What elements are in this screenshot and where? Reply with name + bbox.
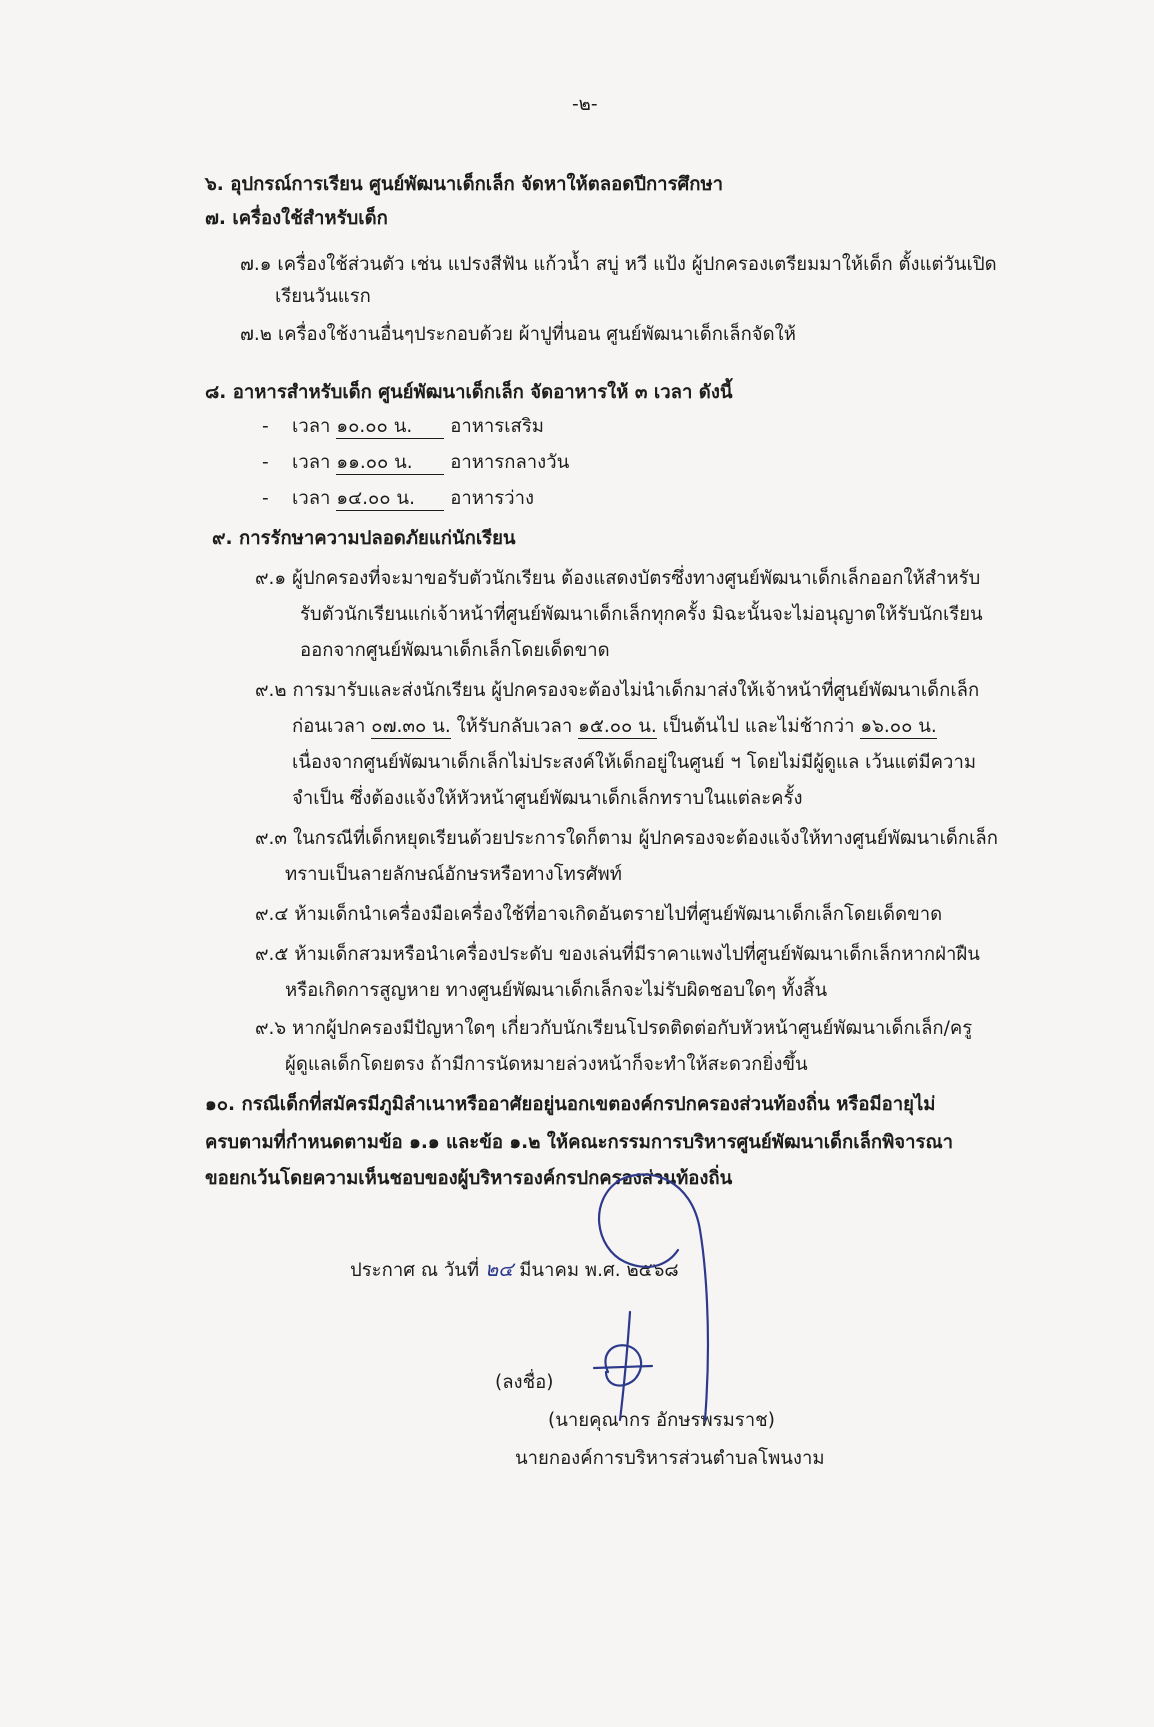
meal-dash: - (262, 452, 269, 473)
section-9-2-line3: เนื่องจากศูนย์พัฒนาเด็กเล็กไม่ประสงค์ให้เด็กอยู่ในศูนย์ ฯ โดยไม่มีผู้ดูแล เว้นแต่มีความ (292, 752, 977, 773)
section-9-2-line1: ๙.๒ การมารับและส่งนักเรียน ผู้ปกครองจะต้องไม่นำเด็กมาส่งให้เจ้าหน้าที่ศูนย์พัฒนาเด็กเล็ก (255, 680, 980, 701)
meal-name: อาหารว่าง (450, 488, 535, 509)
section-8-heading: ๘. อาหารสำหรับเด็ก ศูนย์พัฒนาเด็กเล็ก จัดอาหารให้ ๓ เวลา ดังนี้ (205, 382, 733, 403)
meal-name: อาหารเสริม (450, 416, 544, 437)
section-10-line2: ครบตามที่กำหนดตามข้อ ๑.๑ และข้อ ๑.๒ ให้คณะกรรมการบริหารศูนย์พัฒนาเด็กเล็กพิจารณา (205, 1132, 954, 1153)
meal-prefix: เวลา (292, 416, 331, 437)
section-7-2: ๗.๒ เครื่องใช้งานอื่นๆประกอบด้วย ผ้าปูที่นอน ศูนย์พัฒนาเด็กเล็กจัดให้ (240, 324, 796, 345)
meal-prefix: เวลา (292, 488, 331, 509)
signatory-position: นายกองค์การบริหารส่วนตำบลโพนงาม (515, 1448, 825, 1469)
meal-row (262, 486, 534, 512)
latest-time: ๑๖.๐๐ น. (860, 716, 937, 737)
section-9-3-line2: ทราบเป็นลายลักษณ์อักษรหรือทางโทรศัพท์ (285, 864, 622, 885)
section-9-5-line2: หรือเกิดการสูญหาย ทางศูนย์พัฒนาเด็กเล็กจะไม่รับผิดชอบใดๆ ทั้งสิ้น (285, 980, 828, 1001)
sign-label: (ลงชื่อ) (495, 1372, 554, 1393)
announcement-date: มีนาคม พ.ศ. ๒๕๖๘ (513, 1260, 679, 1281)
section-7-heading: ๗. เครื่องใช้สำหรับเด็ก (205, 208, 388, 229)
section-7-1-line2: เรียนวันแรก (275, 286, 371, 307)
section-9-4: ๙.๔ ห้ามเด็กนำเครื่องมือเครื่องใช้ที่อาจเกิดอันตรายไปที่ศูนย์พัฒนาเด็กเล็กโดยเด็ดขาด (255, 904, 943, 925)
text-pickup: ให้รับกลับเวลา (450, 716, 579, 737)
text-before-time: ก่อนเวลา (292, 716, 372, 737)
meal-time: ๑๑.๐๐ น. (336, 452, 444, 475)
section-9-heading: ๙. การรักษาความปลอดภัยแก่นักเรียน (212, 528, 516, 549)
meal-dash: - (262, 416, 269, 437)
announcement-line (350, 1256, 679, 1284)
meal-dash: - (262, 488, 269, 509)
section-9-3-line1: ๙.๓ ในกรณีที่เด็กหยุดเรียนด้วยประการใดก็ตาม ผู้ปกครองจะต้องแจ้งให้ทางศูนย์พัฒนาเด็กเล็ก (255, 828, 998, 849)
section-9-1-line3: ออกจากศูนย์พัฒนาเด็กเล็กโดยเด็ดขาด (300, 640, 610, 661)
section-9-1-line1: ๙.๑ ผู้ปกครองที่จะมาขอรับตัวนักเรียน ต้องแสดงบัตรซึ่งทางศูนย์พัฒนาเด็กเล็กออกให้สำหรับ (255, 568, 981, 589)
meal-time: ๑๐.๐๐ น. (336, 416, 444, 439)
section-9-2-line4: จำเป็น ซึ่งต้องแจ้งให้หัวหน้าศูนย์พัฒนาเด็กเล็กทราบในแต่ละครั้ง (292, 788, 803, 809)
meal-time: ๑๔.๐๐ น. (336, 488, 444, 511)
announcement-prefix: ประกาศ ณ วันที่ (350, 1260, 480, 1281)
section-6-heading: ๖. อุปกรณ์การเรียน ศูนย์พัฒนาเด็กเล็ก จัดหาให้ตลอดปีการศึกษา (205, 174, 724, 195)
meal-prefix: เวลา (292, 452, 331, 473)
section-9-6-line2: ผู้ดูแลเด็กโดยตรง ถ้ามีการนัดหมายล่วงหน้าก็จะทำให้สะดวกยิ่งขึ้น (285, 1054, 808, 1075)
section-9-2-line2 (292, 714, 937, 740)
signatory-name: (นายคุณากร อักษรพรมราช) (548, 1410, 775, 1431)
section-7-1-line1: ๗.๑ เครื่องใช้ส่วนตัว เช่น แปรงสีฟัน แก้วน้ำ สบู่ หวี แป้ง ผู้ปกครองเตรียมมาให้เด็ก ตั้งแต่วันเปิด (240, 254, 997, 275)
meal-row (262, 414, 544, 440)
section-9-5-line1: ๙.๕ ห้ามเด็กสวมหรือนำเครื่องประดับ ของเล่นที่มีราคาแพงไปที่ศูนย์พัฒนาเด็กเล็กหากฝ่าฝืน (255, 944, 980, 965)
dropoff-time: ๐๗.๓๐ น. (371, 716, 451, 737)
meal-row (262, 450, 569, 476)
meal-name: อาหารกลางวัน (450, 452, 570, 473)
pickup-time: ๑๕.๐๐ น. (578, 716, 657, 737)
section-9-6-line1: ๙.๖ หากผู้ปกครองมีปัญหาใดๆ เกี่ยวกับนักเรียนโปรดติดต่อกับหัวหน้าศูนย์พัฒนาเด็กเล็ก/ครู (255, 1018, 973, 1039)
section-10-line1: ๑๐. กรณีเด็กที่สมัครมีภูมิลำเนาหรืออาศัยอยู่นอกเขตองค์กรปกครองส่วนท้องถิ่น หรือมีอายุไม่ (205, 1094, 936, 1115)
section-10-line3: ขอยกเว้นโดยความเห็นชอบของผู้บริหารองค์กรปกครองส่วนท้องถิ่น (205, 1168, 733, 1189)
announcement-day: ๒๔ (485, 1257, 514, 1281)
section-9-1-line2: รับตัวนักเรียนแก่เจ้าหน้าที่ศูนย์พัฒนาเด็กเล็กทุกครั้ง มิฉะนั้นจะไม่อนุญาตให้รับนักเรียน (300, 604, 983, 625)
text-latest: เป็นต้นไป และไม่ช้ากว่า (656, 716, 861, 737)
page-number: -๒- (572, 94, 598, 115)
